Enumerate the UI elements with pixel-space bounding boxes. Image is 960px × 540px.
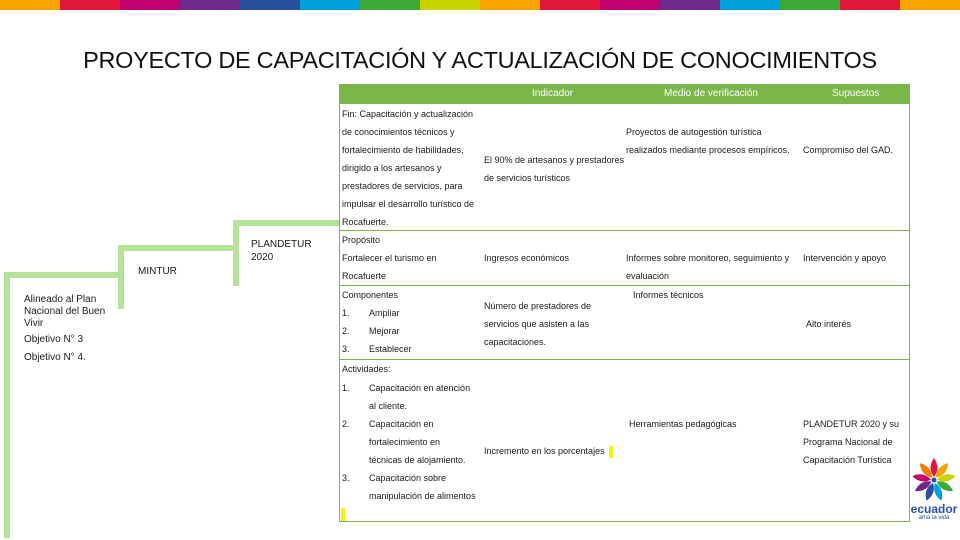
step-plan-line-1: Alineado al Plan <box>24 294 97 305</box>
color-stripe-segment <box>600 0 660 10</box>
fin-line: Fin: Capacitación y actualización <box>342 109 474 119</box>
proposito-line: Fortalecer el turismo en <box>342 253 437 263</box>
actividad-line: Capacitación en atención <box>369 383 471 393</box>
componente-text: Mejorar <box>369 326 400 336</box>
color-stripe-segment <box>780 0 840 10</box>
color-stripe-segment <box>480 0 540 10</box>
color-stripe-segment <box>180 0 240 10</box>
proposito-line: Propósito <box>342 235 381 245</box>
actividad-line: Capacitación sobre <box>369 473 447 483</box>
actividad-line: fortalecimiento en <box>369 437 441 447</box>
proposito-supuestos: Intervención y apoyo <box>803 253 887 263</box>
actividad-line: manipulación de alimentos <box>369 491 476 501</box>
componente-num: 3. <box>342 344 350 354</box>
fin-supuestos: Compromiso del GAD. <box>803 145 894 155</box>
step-mintur <box>118 245 236 309</box>
fin-line: dirigido a los artesanos y <box>342 163 442 173</box>
componentes-indicador: capacitaciones. <box>484 337 547 347</box>
color-stripe-segment <box>660 0 720 10</box>
componentes-supuestos: Alto interés <box>806 319 852 329</box>
objetivo-4: Objetivo N° 4. <box>24 352 86 363</box>
actividad-line: al cliente. <box>369 401 408 411</box>
row-divider <box>339 359 910 360</box>
header-supuestos: Supuestos <box>832 88 880 99</box>
actividades-supuestos: Capacitación Turística <box>803 455 892 465</box>
objetivo-3: Objetivo N° 3 <box>24 334 84 345</box>
step-plandetur <box>233 220 339 286</box>
highlight-mark <box>609 446 613 458</box>
color-stripe-segment <box>240 0 300 10</box>
actividad-num: 3. <box>342 473 350 483</box>
row-divider <box>339 230 910 231</box>
componentes-medio: Informes técnicos <box>633 290 704 300</box>
fin-line: impulsar el desarrollo turístico de <box>342 199 475 209</box>
plandetur-line-1: PLANDETUR <box>251 239 312 250</box>
color-stripe-segment <box>360 0 420 10</box>
componentes-indicador: Número de prestadores de <box>484 301 592 311</box>
header-medio: Medio de verificación <box>664 88 758 99</box>
actividades-supuestos: Programa Nacional de <box>803 437 893 447</box>
step-plan-line-3: Vivir <box>24 318 44 329</box>
actividad-num: 1. <box>342 383 350 393</box>
color-stripe-segment <box>420 0 480 10</box>
componente-text: Ampliar <box>369 308 400 318</box>
color-stripe-segment <box>720 0 780 10</box>
logo-wordmark: ecuador <box>910 502 958 516</box>
color-stripe-segment <box>840 0 900 10</box>
actividad-line: Capacitación en <box>369 419 434 429</box>
step-plan-nacional <box>4 272 130 538</box>
proposito-indicador: Ingresos económicos <box>484 253 570 263</box>
mintur-label: MINTUR <box>138 266 177 277</box>
step-plan-line-2: Nacional del Buen <box>24 306 106 317</box>
actividades-medio: Herramientas pedagógicas <box>629 419 737 429</box>
color-stripe-segment <box>120 0 180 10</box>
fin-medio: Proyectos de autogestión turística <box>626 127 762 137</box>
fin-line: prestadores de servicios, para <box>342 181 463 191</box>
actividades-label: Actividades: <box>342 364 391 374</box>
table-header <box>339 84 910 104</box>
ecuador-logo-icon <box>908 456 960 504</box>
color-stripe <box>0 0 960 10</box>
fin-line: Rocafuerte. <box>342 217 389 227</box>
step-connector <box>118 295 130 305</box>
componentes-indicador: servicios que asisten a las <box>484 319 590 329</box>
actividades-supuestos: PLANDETUR 2020 y su <box>803 419 900 429</box>
proposito-medio: evaluación <box>626 271 670 281</box>
plandetur-line-2: 2020 <box>251 252 274 263</box>
color-stripe-segment <box>60 0 120 10</box>
logo-tagline: ama la vida <box>918 515 950 521</box>
page-title: PROYECTO DE CAPACITACIÓN Y ACTUALIZACIÓN DE CONOCIMIENTOS <box>83 47 877 73</box>
header-indicador: Indicador <box>532 88 574 99</box>
componente-num: 1. <box>342 308 350 318</box>
color-stripe-segment <box>540 0 600 10</box>
proposito-line: Rocafuerte <box>342 271 387 281</box>
fin-line: de conocimientos técnicos y <box>342 127 455 137</box>
color-stripe-segment <box>0 0 60 10</box>
highlight-mark <box>341 508 345 521</box>
fin-medio: realizados mediante procesos empíricos. <box>626 145 790 155</box>
row-divider <box>339 285 910 286</box>
fin-indicador: El 90% de artesanos y prestadores <box>484 155 625 165</box>
color-stripe-segment <box>300 0 360 10</box>
componente-text: Establecer <box>369 344 412 354</box>
fin-line: fortalecimiento de habilidades, <box>342 145 464 155</box>
color-stripe-segment <box>900 0 960 10</box>
componente-num: 2. <box>342 326 350 336</box>
actividad-num: 2. <box>342 419 350 429</box>
componentes-label: Componentes <box>342 290 399 300</box>
proposito-medio: Informes sobre monitoreo, seguimiento y <box>626 253 790 263</box>
ecuador-logo <box>908 456 960 522</box>
actividades-indicador: Incremento en los porcentajes <box>484 446 605 456</box>
fin-indicador: de servicios turísticos <box>484 173 571 183</box>
actividad-line: técnicas de alojamiento. <box>369 455 466 465</box>
